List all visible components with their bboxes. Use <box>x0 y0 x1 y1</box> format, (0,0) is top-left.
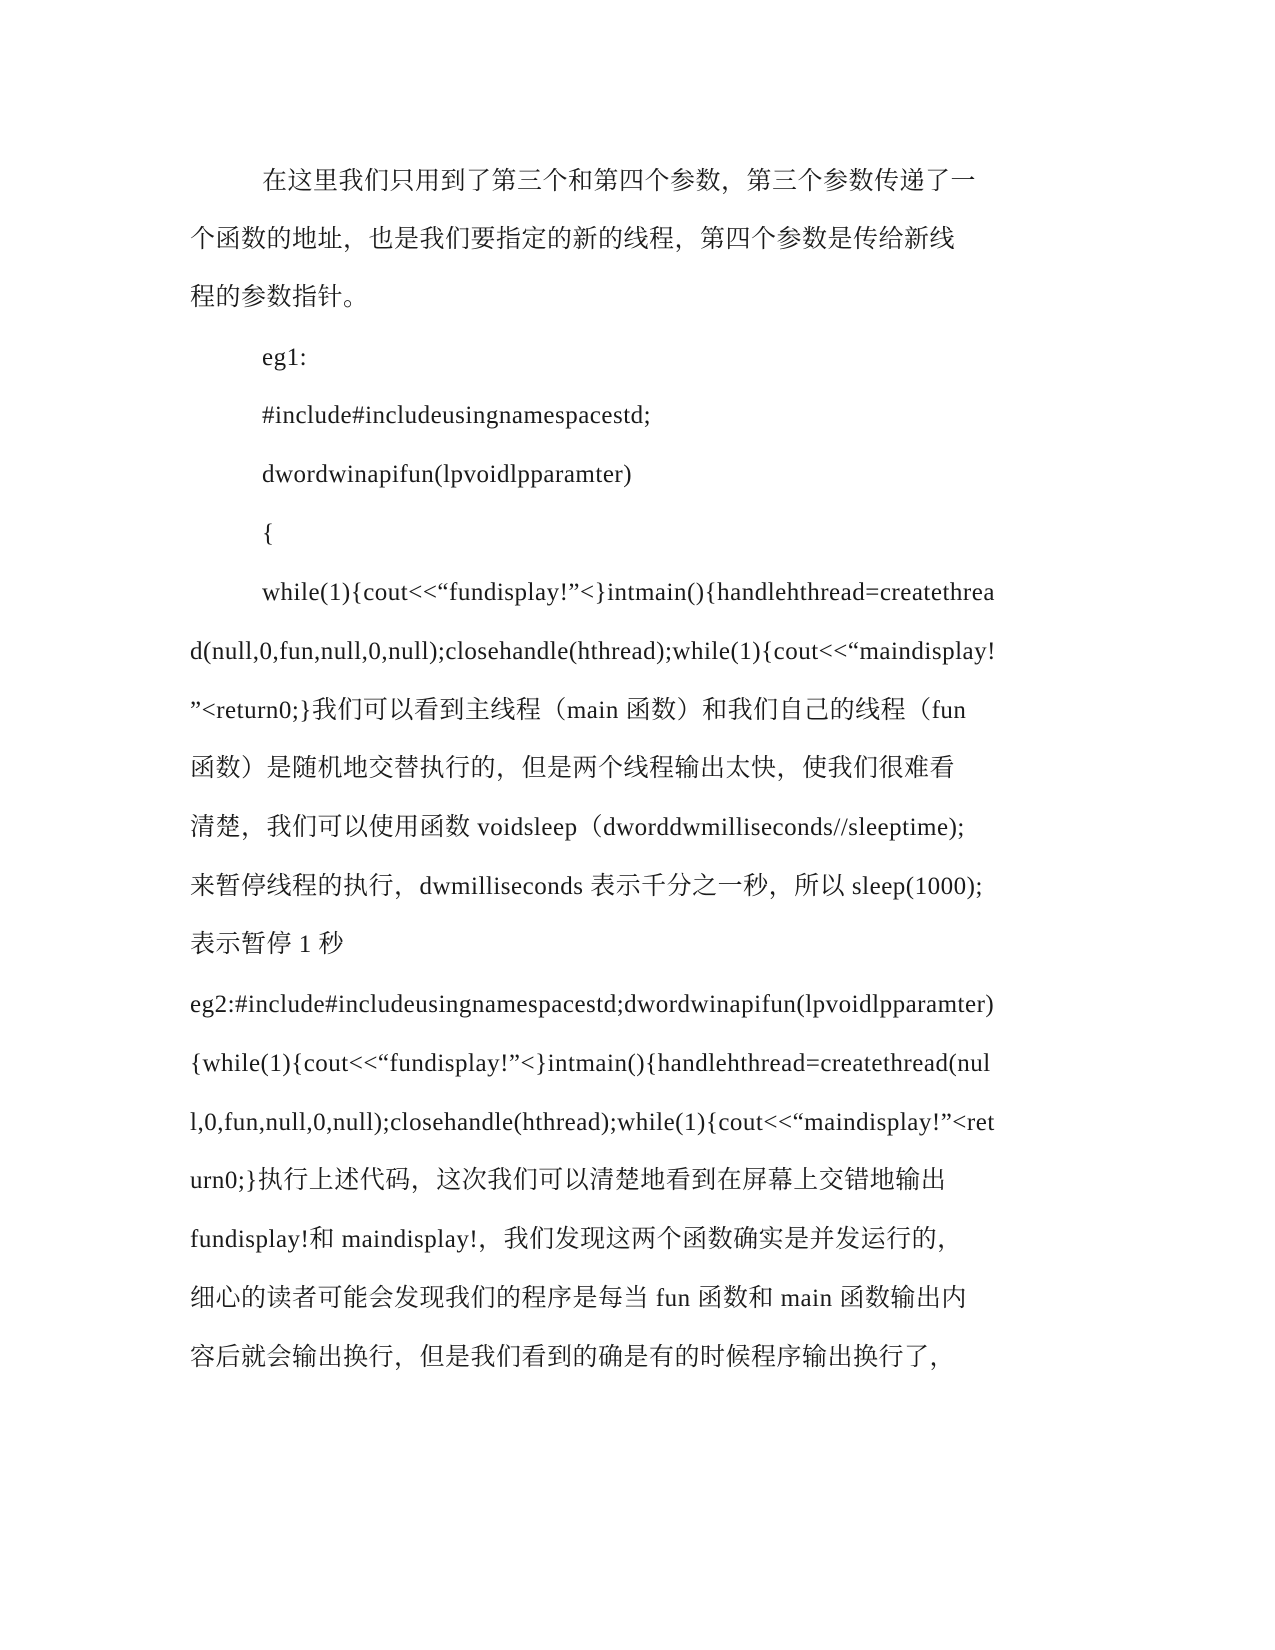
code-line: #include#includeusingnamespacestd; <box>262 402 652 429</box>
code-line: eg2:#include#includeusingnamespacestd;dwordwinapifun(lpvoidlpparamter) <box>190 991 995 1018</box>
code-line: l,0,fun,null,0,null);closehandle(hthread);while(1){cout<<“maindisplay!”<ret <box>190 1109 995 1136</box>
code-line: dwordwinapifun(lpvoidlpparamter) <box>262 461 633 488</box>
paragraph-line: 清楚，我们可以使用函数 voidsleep（dworddwmilliseconds//sleeptime); <box>190 814 965 841</box>
paragraph-line: 函数）是随机地交替执行的，但是两个线程输出太快，使我们很难看 <box>190 755 956 782</box>
paragraph-line: ”<return0;}我们可以看到主线程（main 函数）和我们自己的线程（fun <box>190 697 967 724</box>
paragraph-line: 来暂停线程的执行，dwmilliseconds 表示千分之一秒，所以 sleep(1000); <box>190 873 983 900</box>
code-line: while(1){cout<<“fundisplay!”<}intmain(){handlehthread=createthrea <box>262 579 995 606</box>
paragraph-line: 容后就会输出换行，但是我们看到的确是有的时候程序输出换行了， <box>190 1344 956 1371</box>
paragraph-line: 在这里我们只用到了第三个和第四个参数，第三个参数传递了一 <box>262 168 977 195</box>
paragraph-line: urn0;}执行上述代码，这次我们可以清楚地看到在屏幕上交错地输出 <box>190 1167 947 1194</box>
paragraph-line: 程的参数指针。 <box>190 284 369 311</box>
code-line: d(null,0,fun,null,0,null);closehandle(hthread);while(1){cout<<“maindisplay! <box>190 638 996 665</box>
paragraph-line: 个函数的地址，也是我们要指定的新的线程，第四个参数是传给新线 <box>190 226 956 253</box>
paragraph-line: 细心的读者可能会发现我们的程序是每当 fun 函数和 main 函数输出内 <box>190 1285 967 1312</box>
paragraph-line: 表示暂停 1 秒 <box>190 931 345 958</box>
paragraph-line: fundisplay!和 maindisplay!，我们发现这两个函数确实是并发运行的， <box>190 1226 963 1253</box>
code-line: { <box>262 520 275 547</box>
code-label: eg1: <box>262 344 308 371</box>
code-line: {while(1){cout<<“fundisplay!”<}intmain(){handlehthread=createthread(nul <box>190 1050 991 1077</box>
